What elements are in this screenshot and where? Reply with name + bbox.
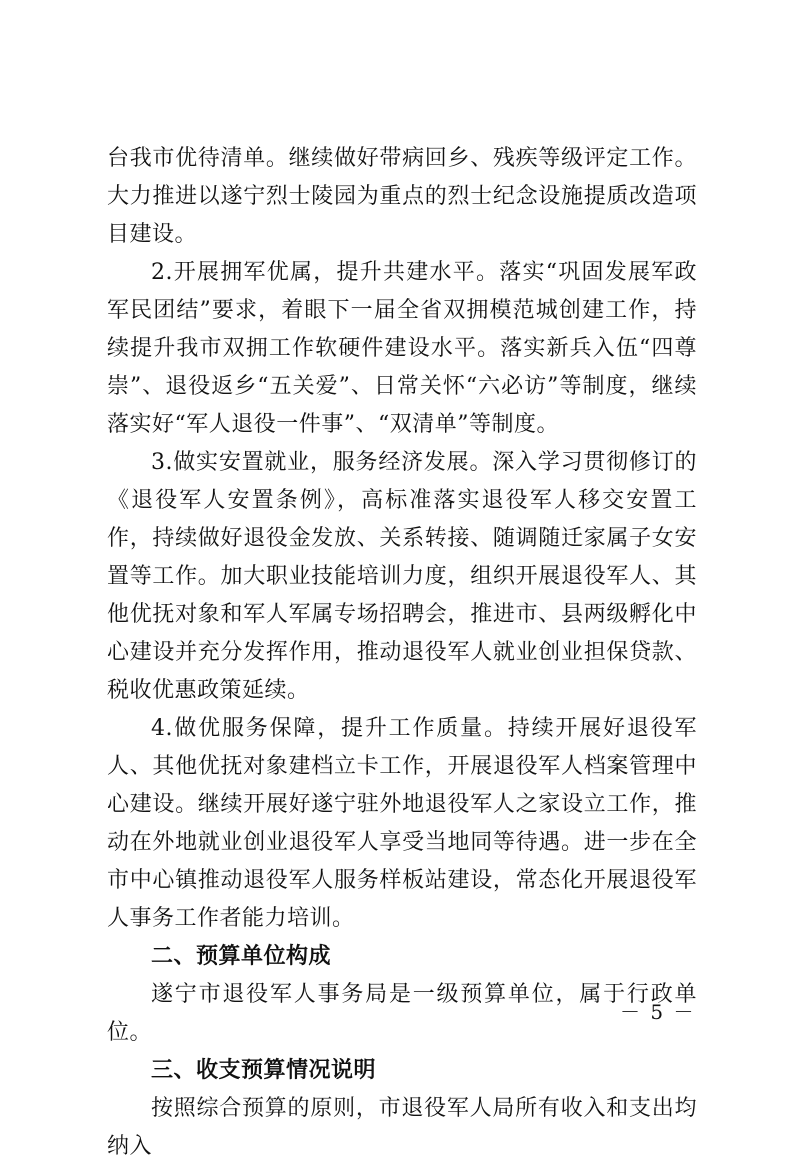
paragraph-budget-unit-description: 遂宁市退役军人事务局是一级预算单位，属于行政单位。 bbox=[107, 982, 697, 1045]
section-heading-budget-units: 二、预算单位构成 bbox=[151, 944, 332, 969]
paragraph-service-guarantee: 4.做优服务保障，提升工作质量。持续开展好退役军人、其他优抚对象建档立卡工作，开展退役军人档案管理中心建设。继续开展好遂宁驻外地退役军人之家设立工作，推动在外地就业创业退役军人享受当地同等待遇。进一步在全市中心镇推动退役军人服务样板站建设，常态化开展退役军人事务工作者能力培训。 bbox=[107, 716, 697, 931]
page-number: － 5 － bbox=[620, 1000, 696, 1024]
paragraph-preferential-list: 台我市优待清单。继续做好带病回乡、残疾等级评定工作。大力推进以遂宁烈士陵园为重点的烈士纪念设施提质改造项目建设。 bbox=[107, 146, 697, 247]
paragraph-support-military: 2.开展拥军优属，提升共建水平。落实“巩固发展军政军民团结”要求，着眼下一届全省双拥模范城创建工作，持续提升我市双拥工作软硬件建设水平。落实新兵入伍“四尊崇”、退役返乡“五关爱”、日常关怀“六必访”等制度，继续落实好“军人退役一件事”、“双清单”等制度。 bbox=[107, 260, 697, 437]
section-heading-budget-explanation: 三、收支预算情况说明 bbox=[151, 1058, 377, 1083]
paragraph-comprehensive-budget: 按照综合预算的原则，市退役军人局所有收入和支出均纳入 bbox=[107, 1096, 697, 1159]
document-page bbox=[107, 140, 697, 1166]
paragraph-resettlement-employment: 3.做实安置就业，服务经济发展。深入学习贯彻修订的《退役军人安置条例》，高标准落实退役军人移交安置工作，持续做好退役金发放、关系转接、随调随迁家属子女安置等工作。加大职业技能培训力度，组织开展退役军人、其他优抚对象和军人军属专场招聘会，推进市、县两级孵化中心建设并充分发挥作用，推动退役军人就业创业担保贷款、税收优惠政策延续。 bbox=[107, 450, 697, 703]
